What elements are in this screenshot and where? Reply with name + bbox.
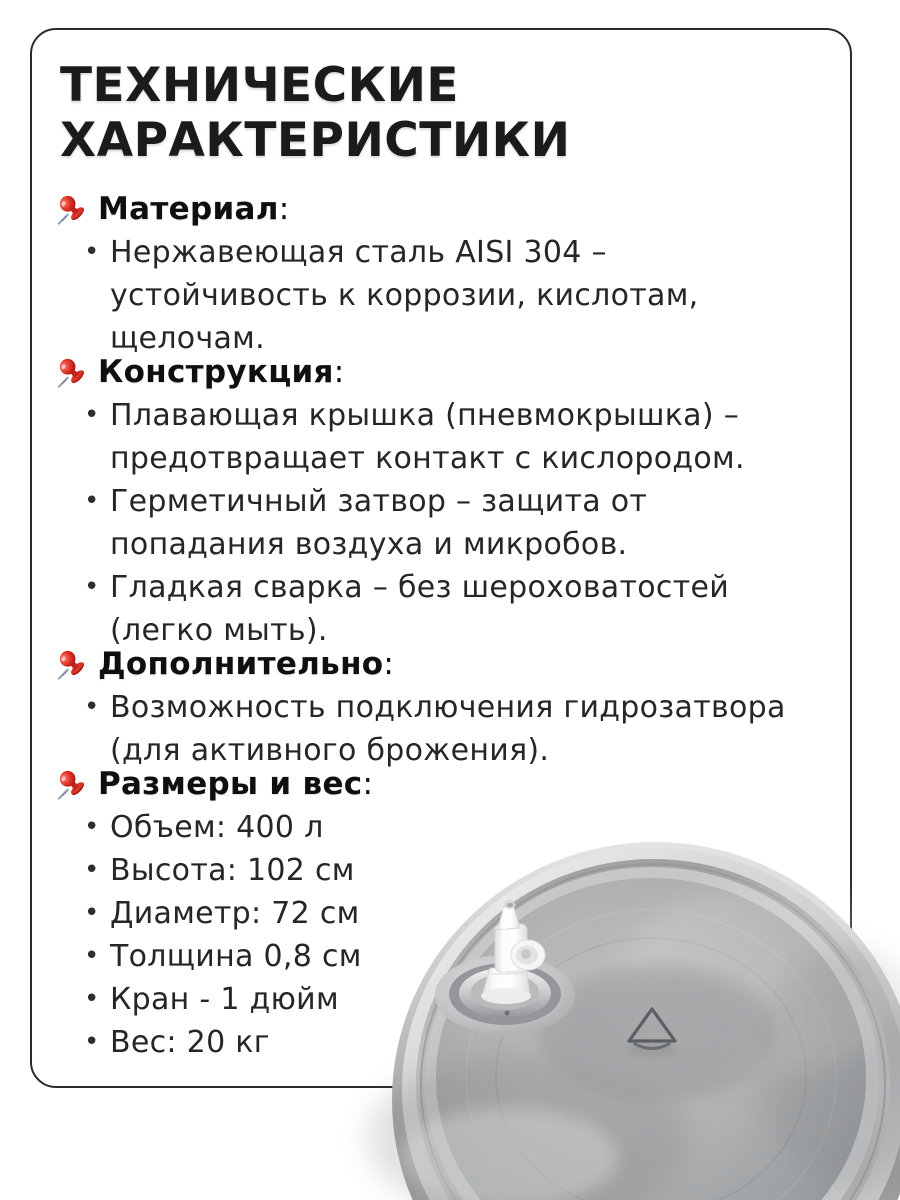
bullet-icon: • (84, 984, 100, 1014)
product-photo-lid (378, 828, 900, 1200)
bullet-text: Нержавеющая сталь AISI 304 – устойчивость к коррозии, кислотам, щелочам. (110, 235, 699, 356)
bullet-text: Диаметр: 72 см (110, 896, 360, 931)
lid-body (368, 842, 900, 1200)
pushpin-icon (55, 193, 89, 227)
bullet-text: Плавающая крышка (пневмокрышка) – предотвращает контакт с кислородом. (110, 398, 745, 476)
bullet-text: Толщина 0,8 см (110, 939, 362, 974)
bullet-icon: • (84, 572, 100, 602)
section-heading-label: Конструкция: (98, 354, 345, 390)
bullet-icon: • (84, 855, 100, 885)
bullet-icon: • (84, 898, 100, 928)
section-heading-label: Размеры и вес: (98, 766, 374, 802)
bullet-icon: • (84, 692, 100, 722)
bullet-text: Возможность подключения гидрозатвора (для активного брожения). (110, 690, 786, 768)
list-item (58, 686, 824, 772)
section-heading-label: Дополнительно: (98, 646, 395, 682)
bullet-text: Кран - 1 дюйм (110, 982, 339, 1017)
title-line-2: ХАРАКТЕРИСТИКИ (60, 113, 571, 168)
list-item (58, 480, 824, 566)
title-line-1: ТЕХНИЧЕСКИЕ (60, 58, 460, 113)
bullet-icon: • (84, 237, 100, 267)
pushpin-icon (55, 648, 89, 682)
section-heading-material (58, 188, 824, 231)
bullet-text: Герметичный затвор – защита от попадания воздуха и микробов. (110, 484, 648, 562)
bullet-text: Вес: 20 кг (110, 1025, 270, 1060)
bullet-icon: • (84, 400, 100, 430)
page-title (60, 58, 824, 168)
pushpin-icon (55, 768, 89, 802)
list-item (58, 394, 824, 480)
bullet-text: Высота: 102 см (110, 853, 355, 888)
bullet-icon: • (84, 486, 100, 516)
bullet-icon: • (84, 1027, 100, 1057)
section-heading-label: Материал: (98, 191, 290, 227)
bullet-icon: • (84, 812, 100, 842)
pushpin-icon (55, 356, 89, 390)
bullet-text: Гладкая сварка – без шероховатостей (легко мыть). (110, 570, 730, 648)
list-item (58, 566, 824, 652)
bullet-icon: • (84, 941, 100, 971)
list-item (58, 231, 824, 360)
bullet-text: Объем: 400 л (110, 810, 324, 845)
